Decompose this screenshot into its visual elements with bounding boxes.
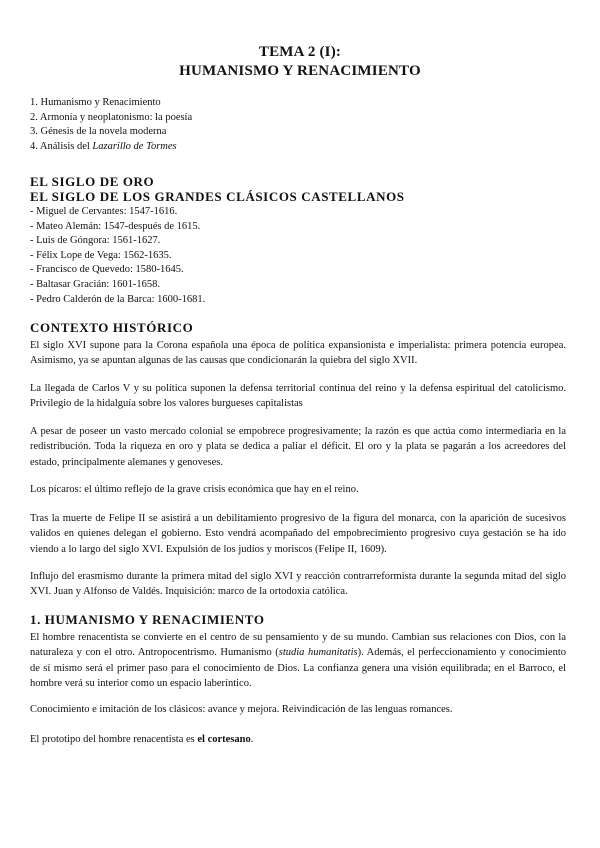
- author-item: - Pedro Calderón de la Barca: 1600-1681.: [30, 293, 206, 305]
- outline-item-italic: Lazarillo de Tormes: [92, 140, 177, 152]
- author-item: - Luis de Góngora: 1561-1627.: [30, 235, 161, 247]
- humanismo-heading: 1. HUMANISMO Y RENACIMIENTO: [30, 612, 265, 627]
- contexto-paragraph-6: Influjo del erasmismo durante la primera mitad del siglo XVI y reacción contrarreformista durante la segunda mitad del siglo XVI. Juan y Alfonso de Valdés. Inquisición: marco de la ortodoxia católica.: [30, 571, 566, 598]
- contexto-paragraph-2: La llegada de Carlos V y su política suponen la defensa territorial continua del reino y la defensa espiritual del catolicismo. Privilegio de la hidalguía sobre los valores burgueses capitalistas: [30, 383, 566, 410]
- contexto-paragraph-3: A pesar de poseer un vasto mercado colonial se empobrece progresivamente; la razón es que actúa como intermediaria en la redistribución. Toda la riqueza en oro y plata se dedica a paliar el déficit. El oro y la plata se pagarán a los acreedores del estado, principalmente alemanes y genoveses.: [30, 426, 566, 468]
- humanismo-paragraph-2: Conocimiento e imitación de los clásicos: avance y mejora. Reivindicación de las lenguas romances.: [30, 704, 453, 715]
- grandes-clasicos-heading: EL SIGLO DE LOS GRANDES CLÁSICOS CASTELLANOS: [30, 189, 405, 204]
- contexto-heading: CONTEXTO HISTÓRICO: [30, 320, 194, 335]
- siglo-oro-heading: EL SIGLO DE ORO: [30, 174, 155, 189]
- contexto-paragraph-1: El siglo XVI supone para la Corona española una época de política expansionista e imperialista: primera potencia europea. Asimismo, ya se apuntan algunas de las causas que condicionarán la quiebra del siglo XVII.: [30, 340, 566, 367]
- topic-outline: [30, 96, 192, 154]
- document-title-line-1: TEMA 2 (I):: [258, 44, 342, 60]
- humanismo-p3-bold: el cortesano: [197, 734, 251, 745]
- author-item: - Mateo Alemán: 1547-después de 1615.: [30, 220, 201, 232]
- author-item: - Miguel de Cervantes: 1547-1616.: [30, 206, 178, 217]
- author-item: - Francisco de Quevedo: 1580-1645.: [30, 264, 184, 276]
- outline-item: [30, 140, 192, 155]
- humanismo-p1-italic: studia humanitatis: [278, 647, 358, 659]
- outline-item: 2. Armonía y neoplatonismo: la poesía: [30, 111, 193, 123]
- humanismo-paragraph-1: [30, 630, 566, 691]
- humanismo-p1-text-b: ). Además, el perfeccionamiento y conocimiento de sí mismo será el primer paso para el conocimiento de Dios. La confianza genera una visión equilibrada; en el Barroco, el hombre verá su interior como un espacio laberíntico.: [30, 647, 566, 689]
- contexto-paragraph-5: Tras la muerte de Felipe II se asistirá a un debilitamiento progresivo de la figura del monarca, con la aparición de sucesivos validos en quienes delegan el gobierno. Esto vendrá acompañado del empobrecimiento progresivo cuya gestación se ha ido viendo a lo largo del siglo XVI. Expulsión de los judíos y moriscos (Felipe II, 1609).: [30, 513, 566, 555]
- outline-item: 3. Génesis de la novela moderna: [30, 126, 167, 138]
- humanismo-p3-text-b: .: [250, 734, 254, 745]
- contexto-paragraph-4: Los pícaros: el último reflejo de la grave crisis económica que hay en el reino.: [30, 484, 359, 495]
- document-title-line-2: HUMANISMO Y RENACIMIENTO: [179, 63, 421, 79]
- author-item: - Félix Lope de Vega: 1562-1635.: [30, 249, 172, 261]
- outline-item-prefix: 4. Análisis del: [30, 140, 93, 152]
- authors-list: [30, 205, 205, 307]
- humanismo-paragraph-3: [30, 732, 566, 747]
- outline-item: 1. Humanismo y Renacimiento: [30, 97, 161, 108]
- humanismo-p3-text-a: El prototipo del hombre renacentista es: [30, 734, 198, 745]
- humanismo-p1-text-a: El hombre renacentista se convierte en el centro de su pensamiento y de su mundo. Cambian sus relaciones con Dios, con la naturaleza y con el otro. Antropocentrismo. Humanismo (: [30, 632, 566, 659]
- author-item: - Baltasar Gracián: 1601-1658.: [30, 278, 161, 290]
